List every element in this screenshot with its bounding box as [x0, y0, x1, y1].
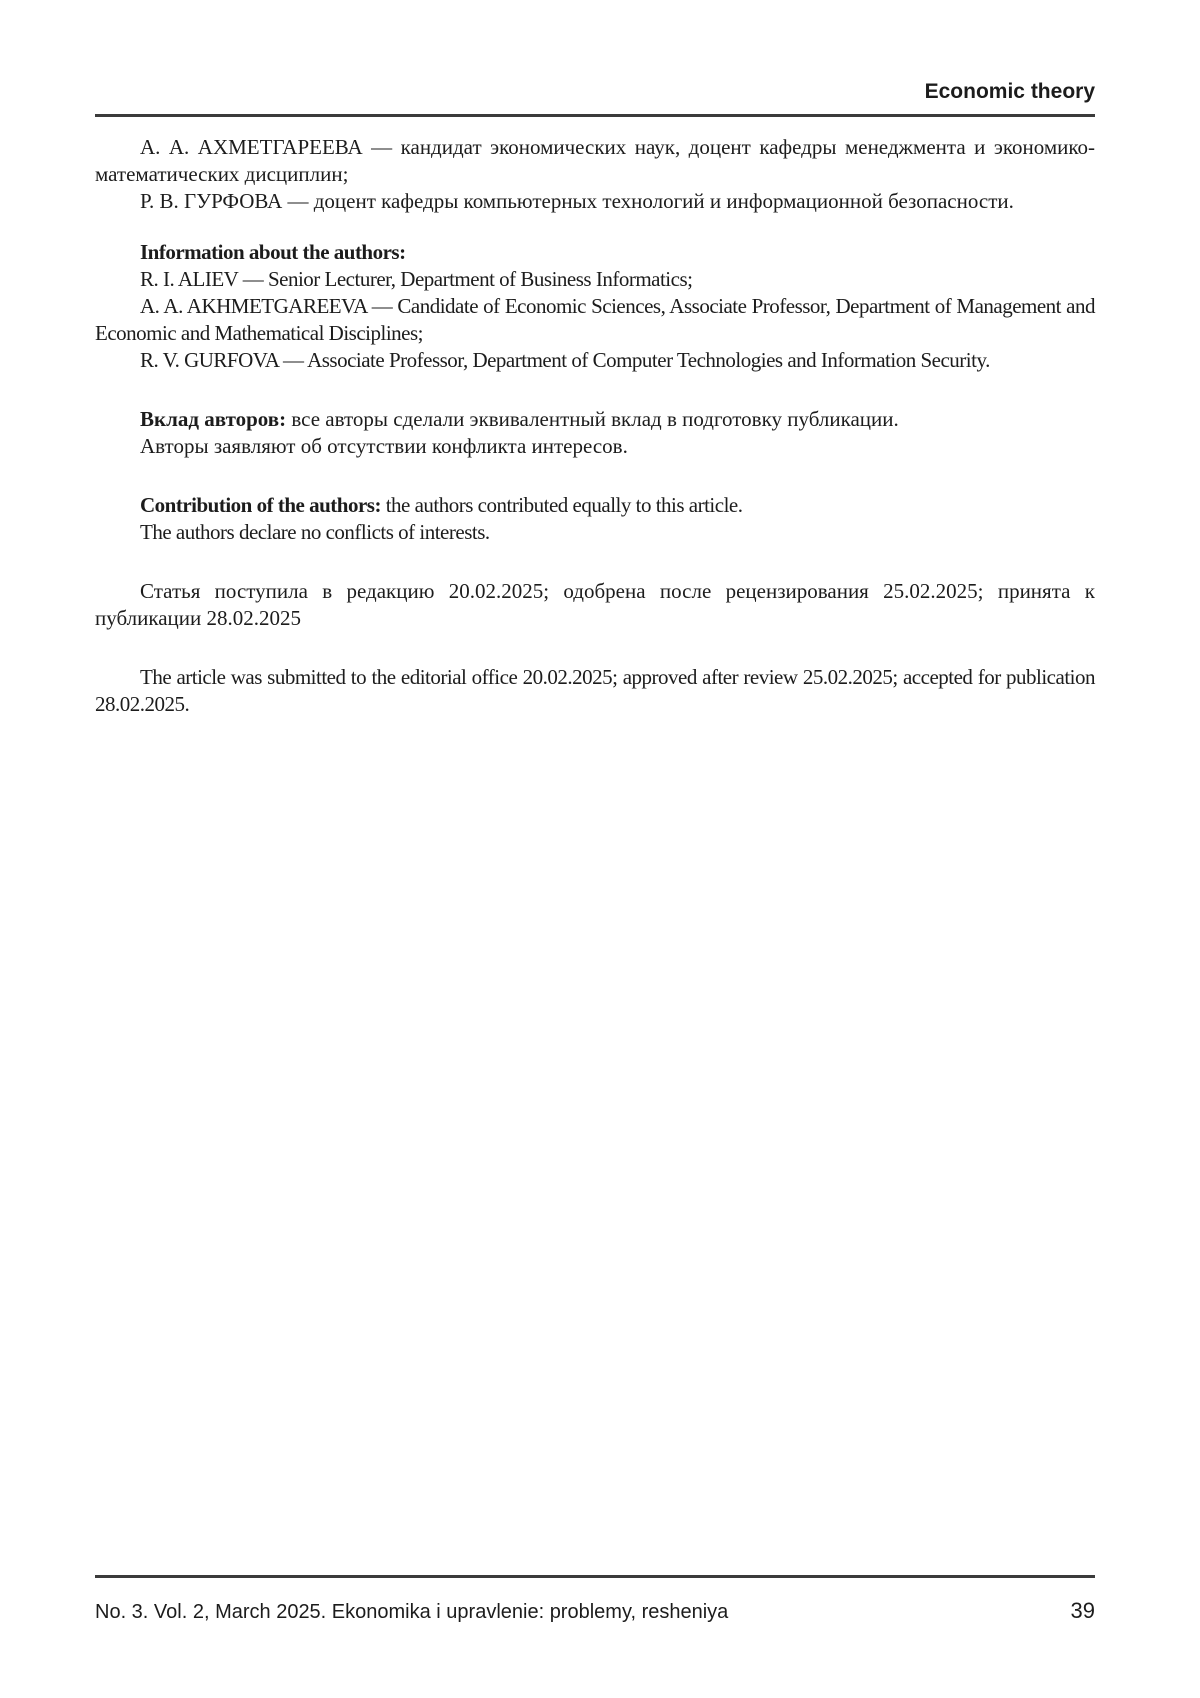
ru-contribution-text: все авторы сделали эквивалентный вклад в подготовку публикации. — [286, 407, 899, 431]
en-authors-heading — [95, 239, 1095, 266]
en-author-note: R. I. ALIEV — Senior Lecturer, Department of Business Informatics; — [140, 267, 693, 291]
en-conflict-declaration: The authors declare no conflicts of interests. — [140, 520, 490, 544]
en-author-note: A. A. AKHMETGAREEVA — Candidate of Economic Sciences, Associate Professor, Department of Management and Economic and Mathematical Disciplines; — [95, 294, 1095, 345]
footer-page-number: 39 — [1070, 1598, 1095, 1623]
ru-submission-dates: Статья поступила в редакцию 20.02.2025; одобрена после рецензирования 25.02.2025; принята к публикации 28.02.2025 — [95, 579, 1095, 630]
page-footer — [95, 1598, 1095, 1625]
en-contribution-text: the authors contributed equally to this article. — [380, 493, 743, 517]
en-author-note: R. V. GURFOVA — Associate Professor, Department of Computer Technologies and Information Security. — [140, 348, 990, 372]
en-submission-dates: The article was submitted to the editorial office 20.02.2025; approved after review 25.02.2025; accepted for publication 28.02.2025. — [95, 665, 1095, 716]
header-rule — [95, 114, 1095, 117]
footer-rule — [95, 1575, 1095, 1578]
ru-author-note: А. А. АХМЕТГАРЕЕВА — кандидат экономических наук, доцент кафедры менеджмента и экономико-математических дисциплин; — [95, 135, 1095, 186]
en-authors-heading-label: Information about the authors: — [140, 240, 406, 264]
ru-conflict-declaration: Авторы заявляют об отсутствии конфликта интересов. — [140, 434, 628, 458]
ru-author-note: Р. В. ГУРФОВА — доцент кафедры компьютерных технологий и информационной безопасности. — [140, 189, 1014, 213]
running-head-section-title: Economic theory — [924, 80, 1095, 103]
ru-contribution-label: Вклад авторов: — [140, 407, 287, 431]
footer-journal-line: No. 3. Vol. 2, March 2025. Ekonomika i upravlenie: problemy, resheniya — [95, 1601, 729, 1623]
en-contribution-label: Contribution of the authors: — [140, 493, 381, 517]
page-content — [95, 134, 1095, 718]
en-contribution-note — [95, 492, 1095, 519]
ru-contribution-note — [95, 406, 1095, 433]
